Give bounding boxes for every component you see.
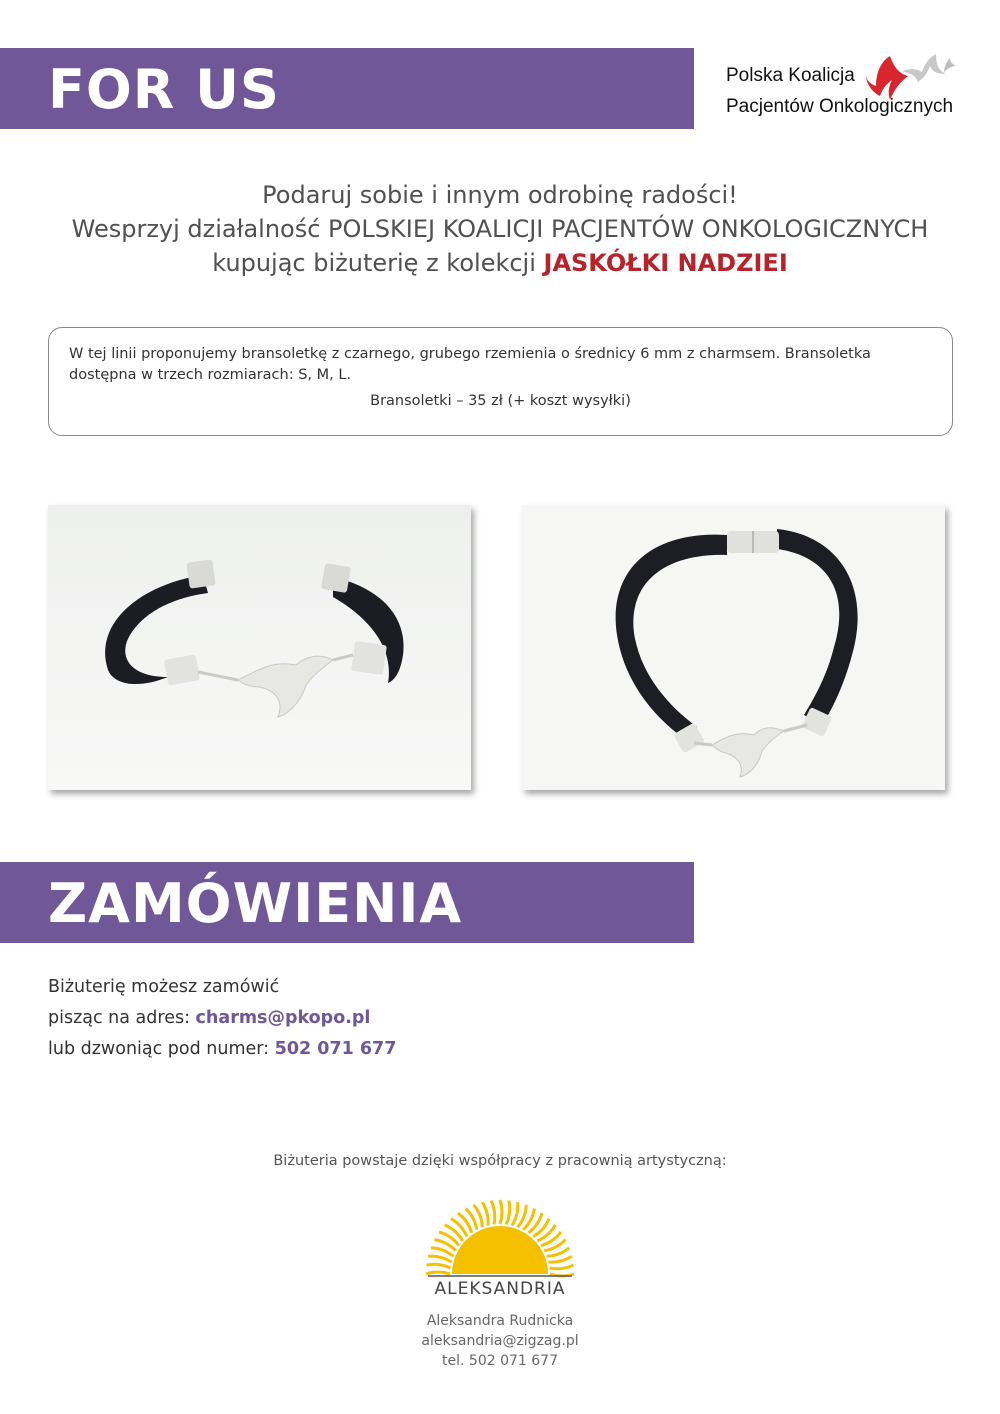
organization-logo <box>726 50 976 130</box>
sun-ray <box>506 1201 510 1225</box>
brand-email[interactable]: aleksandria@zigzag.pl <box>421 1333 579 1349</box>
for-us-banner <box>0 48 694 129</box>
sun-ray <box>544 1240 565 1251</box>
page-title: FOR US <box>48 58 280 121</box>
brand-person: Aleksandra Rudnicka <box>426 1313 574 1329</box>
orders-title: ZAMÓWIENIA <box>48 872 463 935</box>
sun-ray <box>550 1265 574 1269</box>
order-line2-prefix: pisząc na adres: <box>48 1008 196 1028</box>
brand-name: ALEKSANDRIA <box>434 1279 566 1299</box>
brand-phone: tel. 502 071 677 <box>442 1353 558 1369</box>
order-email-link[interactable]: charms@pkopo.pl <box>195 1008 371 1028</box>
sun-ray <box>491 1201 495 1225</box>
intro-line1: Podaruj sobie i innym odrobinę radości! <box>262 181 738 209</box>
intro-line3-prefix: kupując biżuterię z kolekcji <box>212 249 544 277</box>
collaboration-text: Biżuteria powstaje dzięki współpracy z pracownią artystyczną: <box>273 1153 727 1169</box>
orders-banner <box>0 862 694 943</box>
organization-name-line1: Polska Koalicja <box>726 65 855 86</box>
bracelet-photo-closed <box>522 505 945 790</box>
intro-line2: Wesprzyj działalność POLSKIEJ KOALICJI PACJENTÓW ONKOLOGICZNYCH <box>71 215 929 243</box>
order-line3 <box>48 1034 396 1065</box>
order-line2 <box>48 1003 396 1034</box>
sun-ray <box>512 1202 518 1225</box>
order-details <box>48 972 396 1065</box>
sun-ray <box>427 1264 451 1268</box>
sun-ray <box>466 1208 477 1229</box>
sun-ray <box>500 1200 502 1224</box>
sun-ray <box>426 1272 450 1274</box>
brand-contact <box>0 1311 1000 1371</box>
organization-name-line2: Pacjentów Onkologicznych <box>726 96 954 117</box>
order-line1: Biżuterię możesz zamówić <box>48 977 280 997</box>
order-line3-prefix: lub dzwoniąc pod numer: <box>48 1039 275 1059</box>
intro-text <box>0 178 1000 280</box>
collection-name: JASKÓŁKI NADZIEI <box>543 249 788 277</box>
intro-line3 <box>0 246 1000 280</box>
bracelet-photo-cuff <box>48 505 471 790</box>
sun-ray <box>428 1256 451 1262</box>
swallows-icon <box>866 50 956 100</box>
product-info-box <box>48 327 953 436</box>
order-phone[interactable]: 502 071 677 <box>274 1039 397 1059</box>
product-description: W tej linii proponujemy bransoletkę z czarnego, grubego rzemienia o średnicy 6 mm z charmsem. Bransoletka dostępna w trzech rozmiarach: S, M, L. <box>69 346 871 383</box>
product-price: Bransoletki – 35 zł (+ koszt wysyłki) <box>370 393 631 409</box>
